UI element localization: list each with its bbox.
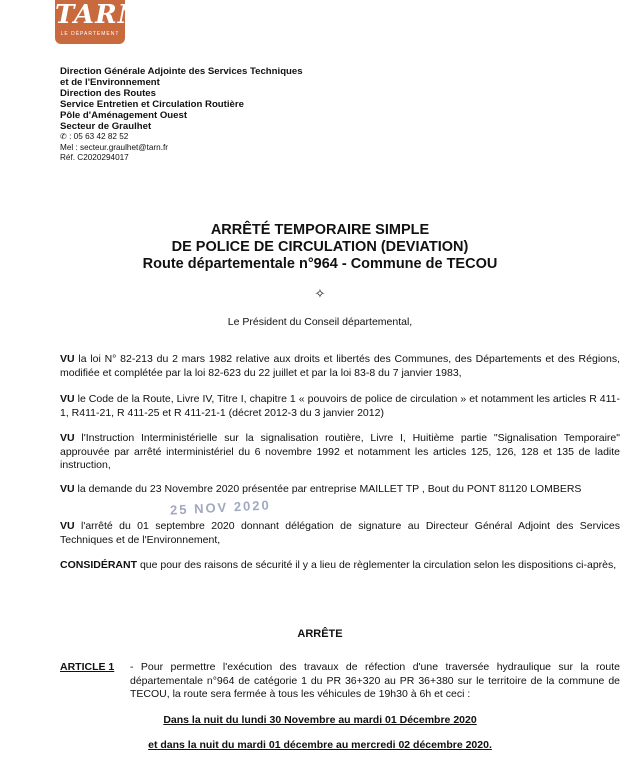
vu-paragraph: [60, 353, 620, 380]
header-line: Direction des Routes: [60, 88, 156, 99]
header-mail: Mel : secteur.graulhet@tarn.fr: [60, 142, 168, 152]
vu-text: le Code de la Route, Livre IV, Titre I, chapitre 1 « pouvoirs de police de circulation » et notamment les articles R 411-1, R411-21, R 411-25 et R 411-21-1 (décret 2012-3 du 3 janvier 2012): [60, 393, 621, 419]
vu-text: la demande du 23 Novembre 2020 présentée par entreprise MAILLET TP , Bout du PONT 81120 LOMBERS: [77, 483, 582, 495]
date-line-2: et dans la nuit du mardi 01 décembre au mercredi 02 décembre 2020.: [148, 739, 492, 751]
sender-header: [60, 66, 303, 164]
vu-paragraph: [60, 432, 620, 473]
vu-paragraph: [60, 483, 620, 497]
president-line: Le Président du Conseil départemental,: [227, 316, 413, 328]
vu-paragraph: [60, 393, 620, 420]
logo-subtitle: LE DÉPARTEMENT: [60, 31, 120, 37]
logo-name: TARN: [55, 0, 143, 30]
header-line: Direction Générale Adjointe des Services Techniques: [60, 66, 303, 77]
separator-icon: ✧: [314, 286, 326, 301]
vu-key: VU: [60, 432, 75, 444]
vu-key: VU: [60, 520, 75, 532]
considerant-paragraph: [60, 559, 620, 573]
header-ref: Réf. C2020294017: [60, 153, 129, 162]
vu-key: VU: [60, 483, 75, 495]
title-line-3: Route départementale n°964 - Commune de TECOU: [142, 256, 498, 272]
vu-text: la loi N° 82-213 du 2 mars 1982 relative aux droits et libertés des Communes, des Départements et des Régions, modifiée et complétée par la loi 82-623 du 22 juillet et par la loi 83-8 du 7 janvier 1983,: [60, 353, 620, 379]
title-line-1: ARRÊTÉ TEMPORAIRE SIMPLE: [210, 222, 430, 238]
received-stamp: 25 NOV 2020: [169, 497, 272, 518]
header-line: Secteur de Graulhet: [60, 121, 152, 132]
considerant-text: que pour des raisons de sécurité il y a lieu de règlementer la circulation selon les dispositions ci-après,: [139, 559, 617, 571]
vu-paragraph: [60, 520, 620, 547]
vu-key: VU: [60, 393, 75, 405]
document-title: [0, 222, 640, 273]
header-line: Service Entretien et Circulation Routière: [60, 99, 244, 110]
vu-text: l'arrêté du 01 septembre 2020 donnant délégation de signature au Directeur Général Adjoint des Services Techniques et de l'Environnement,: [60, 520, 620, 546]
header-line: Pôle d'Aménagement Ouest: [60, 110, 188, 121]
article-1: [60, 661, 620, 702]
tarn-logo: [55, 0, 143, 44]
considerant-key: CONSIDÉRANT: [60, 559, 138, 571]
title-line-2: DE POLICE DE CIRCULATION (DEVIATION): [171, 239, 469, 255]
arrete-heading: ARRÊTE: [297, 628, 343, 640]
article-text: - Pour permettre l'exécution des travaux de réfection d'une traversée hydraulique sur la route départementale n°964 de catégorie 1 du PR 36+320 au PR 36+380 sur le territoire de la commune de TECOU, la route sera fermée à tous les véhicules de 19h30 à 6h et ceci :: [130, 661, 620, 700]
article-label: ARTICLE 1: [60, 661, 115, 673]
date-line-1: Dans la nuit du lundi 30 Novembre au mardi 01 Décembre 2020: [163, 714, 477, 726]
header-phone: ✆ : 05 63 42 82 52: [60, 132, 129, 141]
header-line: et de l'Environnement: [60, 77, 160, 88]
vu-key: VU: [60, 353, 75, 365]
vu-text: l'Instruction Interministérielle sur la signalisation routière, Livre I, Huitième partie "Signalisation Temporaire" approuvée par arrêté interministériel du 6 novembre 1992 et notamment les articles 125, 126, 128 et 135 de ladite instruction,: [60, 432, 620, 471]
